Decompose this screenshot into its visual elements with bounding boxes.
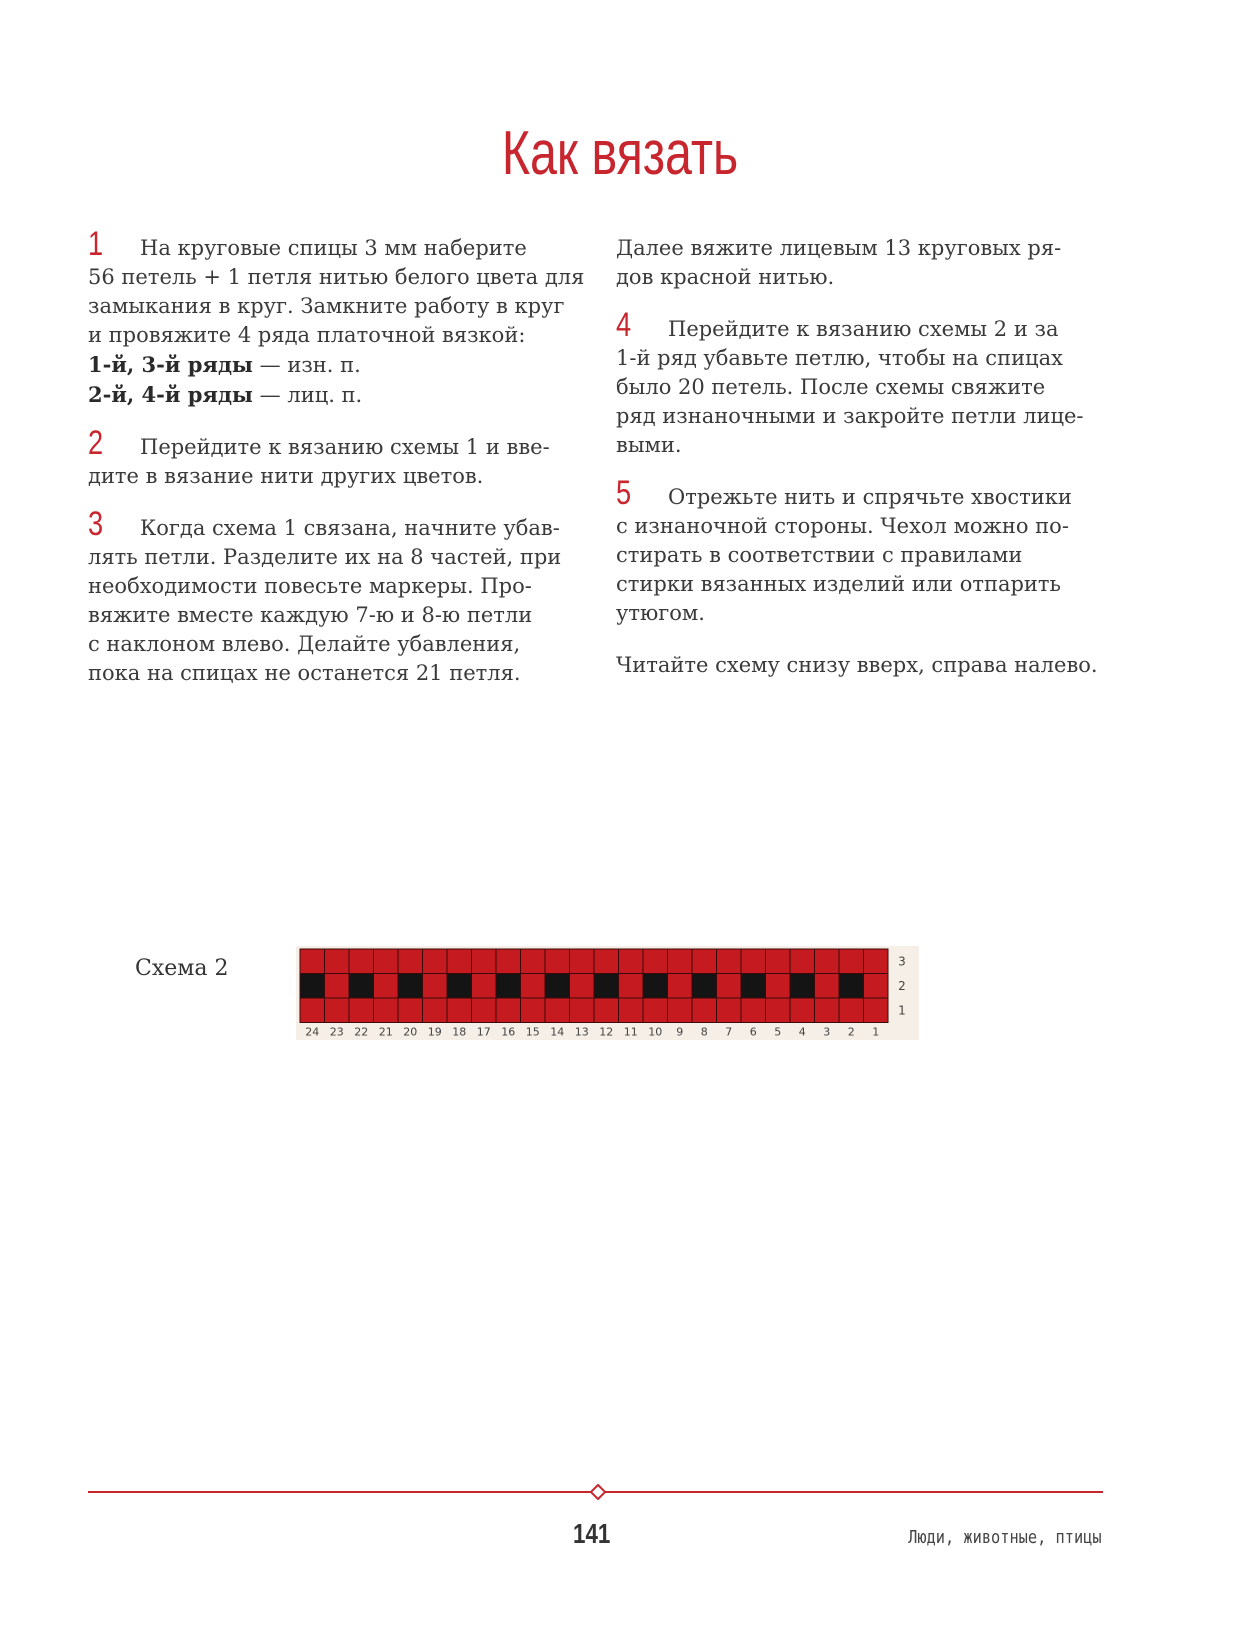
diamond-ornament-icon bbox=[590, 1484, 606, 1500]
chart-cell bbox=[325, 949, 350, 974]
step-text-line: стирки вязанных изделий или отпарить bbox=[616, 572, 1061, 596]
chart-cell bbox=[374, 998, 399, 1023]
chart-cell bbox=[398, 974, 423, 999]
chart-cell bbox=[423, 974, 448, 999]
reading-note bbox=[616, 651, 1116, 680]
step-number: 2 bbox=[88, 424, 104, 462]
step-text-line: пока на спицах не останется 21 петля. bbox=[88, 661, 521, 685]
column-label: 16 bbox=[501, 1025, 516, 1039]
column-label: 9 bbox=[676, 1025, 684, 1039]
column-label: 15 bbox=[525, 1025, 540, 1039]
chart-cell bbox=[496, 998, 521, 1023]
column-label: 11 bbox=[623, 1025, 638, 1039]
chart-cell bbox=[447, 949, 472, 974]
chart-cell bbox=[668, 949, 693, 974]
chart-cell bbox=[594, 974, 619, 999]
knitting-chart bbox=[296, 946, 919, 1040]
chart-cell bbox=[447, 974, 472, 999]
column-label: 7 bbox=[725, 1025, 733, 1039]
column-label: 21 bbox=[378, 1025, 393, 1039]
chart-cell bbox=[300, 949, 325, 974]
step-2-first-line bbox=[88, 424, 578, 462]
step-text-line: ряд изнаночными и закройте петли лице- bbox=[616, 404, 1084, 428]
column-label: 2 bbox=[847, 1025, 855, 1039]
step-text-line: Когда схема 1 связана, начните убав- bbox=[140, 516, 560, 540]
chart-cell bbox=[717, 998, 742, 1023]
step-number: 3 bbox=[88, 505, 104, 543]
chart-cell bbox=[741, 998, 766, 1023]
chart-cell bbox=[741, 974, 766, 999]
step-text-line: с изнаночной стороны. Чехол можно по- bbox=[616, 514, 1069, 538]
chart-cell bbox=[839, 949, 864, 974]
chart-cell bbox=[790, 998, 815, 1023]
chart-cell bbox=[594, 998, 619, 1023]
chart-cell bbox=[521, 949, 546, 974]
step-text-line: было 20 петель. После схемы свяжите bbox=[616, 375, 1046, 399]
chart-cell bbox=[521, 998, 546, 1023]
chart-cell bbox=[815, 949, 840, 974]
chart-cell bbox=[423, 949, 448, 974]
chart-cell bbox=[643, 998, 668, 1023]
column-label: 18 bbox=[452, 1025, 467, 1039]
schema-label: Схема 2 bbox=[135, 956, 229, 981]
chart-cell bbox=[472, 974, 497, 999]
chart-cell bbox=[864, 998, 889, 1023]
chart-cell bbox=[398, 949, 423, 974]
chart-cell bbox=[864, 974, 889, 999]
running-title: Люди, животные, птицы bbox=[908, 1527, 1102, 1548]
column-label: 6 bbox=[749, 1025, 757, 1039]
chart-cell bbox=[839, 998, 864, 1023]
chart-cell bbox=[815, 998, 840, 1023]
column-label: 13 bbox=[574, 1025, 589, 1039]
chart-cell bbox=[594, 949, 619, 974]
chart-cell bbox=[570, 949, 595, 974]
row-text: — лиц. п. bbox=[253, 383, 363, 407]
column-label: 4 bbox=[798, 1025, 806, 1039]
chart-cell bbox=[349, 974, 374, 999]
chart-cell bbox=[447, 998, 472, 1023]
column-label: 12 bbox=[599, 1025, 614, 1039]
column-label: 5 bbox=[774, 1025, 782, 1039]
chart-cell bbox=[496, 974, 521, 999]
step-text-line: вяжите вместе каждую 7-ю и 8-ю петли bbox=[88, 603, 533, 627]
chart-cell bbox=[398, 998, 423, 1023]
chart-cell bbox=[643, 949, 668, 974]
row-instruction bbox=[88, 350, 578, 380]
step-number: 1 bbox=[88, 225, 104, 263]
column-label: 17 bbox=[476, 1025, 491, 1039]
step-1 bbox=[88, 225, 585, 410]
step-2 bbox=[88, 424, 578, 491]
chart-cell bbox=[619, 974, 644, 999]
chart-cell bbox=[570, 998, 595, 1023]
row-label: 2 bbox=[898, 978, 906, 993]
step-text-line: Перейдите к вязанию схемы 2 и за bbox=[668, 317, 1059, 341]
chart-cell bbox=[790, 949, 815, 974]
chart-cell bbox=[790, 974, 815, 999]
column-label: 22 bbox=[354, 1025, 369, 1039]
step-5 bbox=[616, 474, 1116, 628]
chart-cell bbox=[300, 974, 325, 999]
chart-cell bbox=[423, 998, 448, 1023]
step-text-line: утюгом. bbox=[616, 601, 705, 625]
chart-cell bbox=[692, 998, 717, 1023]
step-3-first-line bbox=[88, 505, 578, 543]
row-label: 1 bbox=[898, 1003, 906, 1018]
left-column bbox=[88, 225, 585, 711]
chart-cell bbox=[692, 974, 717, 999]
column-label: 20 bbox=[403, 1025, 418, 1039]
step-3 bbox=[88, 505, 578, 688]
page-number: 141 bbox=[573, 1518, 611, 1549]
chart-cell bbox=[741, 949, 766, 974]
chart-cell bbox=[692, 949, 717, 974]
step-text-line: 56 петель + 1 петля нитью белого цвета для bbox=[88, 265, 585, 289]
chart-cell bbox=[864, 949, 889, 974]
step-text-line: На круговые спицы 3 мм наберите bbox=[140, 236, 527, 260]
row-instruction bbox=[88, 380, 578, 410]
chart-cell bbox=[545, 974, 570, 999]
chart-cell bbox=[766, 998, 791, 1023]
column-label: 3 bbox=[823, 1025, 831, 1039]
column-label: 19 bbox=[427, 1025, 442, 1039]
step-text-line: замыкания в круг. Замкните работу в круг bbox=[88, 294, 565, 318]
row-label: 2-й, 4-й ряды bbox=[88, 382, 253, 407]
chart-cell bbox=[668, 998, 693, 1023]
chart-cell bbox=[545, 998, 570, 1023]
step-text-line: Перейдите к вязанию схемы 1 и вве- bbox=[140, 435, 550, 459]
step-text-line: Отрежьте нить и спрячьте хвостики bbox=[668, 485, 1072, 509]
chart-cell bbox=[472, 949, 497, 974]
step-text-line: необходимости повесьте маркеры. Про- bbox=[88, 574, 532, 598]
chart-cell bbox=[300, 998, 325, 1023]
step-text-line: 1-й ряд убавьте петлю, чтобы на спицах bbox=[616, 346, 1063, 370]
column-label: 14 bbox=[550, 1025, 565, 1039]
column-label: 1 bbox=[872, 1025, 880, 1039]
chart-cell bbox=[325, 998, 350, 1023]
chart-cell bbox=[521, 974, 546, 999]
chart-cell bbox=[496, 949, 521, 974]
step-text-line: выми. bbox=[616, 433, 682, 457]
column-label: 24 bbox=[305, 1025, 320, 1039]
step-text-line: лять петли. Разделите их на 8 частей, при bbox=[88, 545, 562, 569]
chart-cell bbox=[374, 974, 399, 999]
step-number: 4 bbox=[616, 306, 632, 344]
knitting-chart-grid bbox=[296, 946, 919, 1040]
chart-cell bbox=[839, 974, 864, 999]
chart-cell bbox=[766, 974, 791, 999]
row-label: 3 bbox=[898, 954, 906, 969]
chart-cell bbox=[668, 974, 693, 999]
row-text: — изн. п. bbox=[253, 353, 361, 377]
chart-cell bbox=[619, 949, 644, 974]
chart-cell bbox=[815, 974, 840, 999]
step-text-line: с наклоном влево. Делайте убавления, bbox=[88, 632, 521, 656]
chart-cell bbox=[472, 998, 497, 1023]
chart-cell bbox=[766, 949, 791, 974]
step-5-first-line bbox=[616, 474, 1116, 512]
column-label: 10 bbox=[648, 1025, 663, 1039]
step-4-first-line bbox=[616, 306, 1116, 344]
right-column bbox=[616, 234, 1116, 703]
chart-cell bbox=[570, 974, 595, 999]
step-text-line: дов красной нитью. bbox=[616, 265, 835, 289]
chart-cell bbox=[545, 949, 570, 974]
column-label: 23 bbox=[329, 1025, 344, 1039]
step-text-line: и провяжите 4 ряда платочной вязкой: bbox=[88, 323, 526, 347]
step-4 bbox=[616, 306, 1116, 460]
chart-cell bbox=[717, 974, 742, 999]
row-label: 1-й, 3-й ряды bbox=[88, 352, 253, 377]
column-label: 8 bbox=[700, 1025, 708, 1039]
step-text-line: Далее вяжите лицевым 13 круговых ря- bbox=[616, 236, 1062, 260]
chart-cell bbox=[349, 998, 374, 1023]
page-title: Как вязать bbox=[501, 119, 739, 188]
chart-cell bbox=[619, 998, 644, 1023]
step-number: 5 bbox=[616, 474, 632, 512]
chart-cell bbox=[374, 949, 399, 974]
continuation bbox=[616, 234, 1116, 292]
step-text-line: стирать в соответствии с правилами bbox=[616, 543, 1023, 567]
step-text-line: дите в вязание нити других цветов. bbox=[88, 464, 484, 488]
chart-cell bbox=[325, 974, 350, 999]
chart-cell bbox=[643, 974, 668, 999]
chart-cell bbox=[349, 949, 374, 974]
reading-note-text: Читайте схему снизу вверх, справа налево. bbox=[616, 653, 1098, 677]
chart-cell bbox=[717, 949, 742, 974]
step-1-first-line bbox=[88, 225, 578, 263]
